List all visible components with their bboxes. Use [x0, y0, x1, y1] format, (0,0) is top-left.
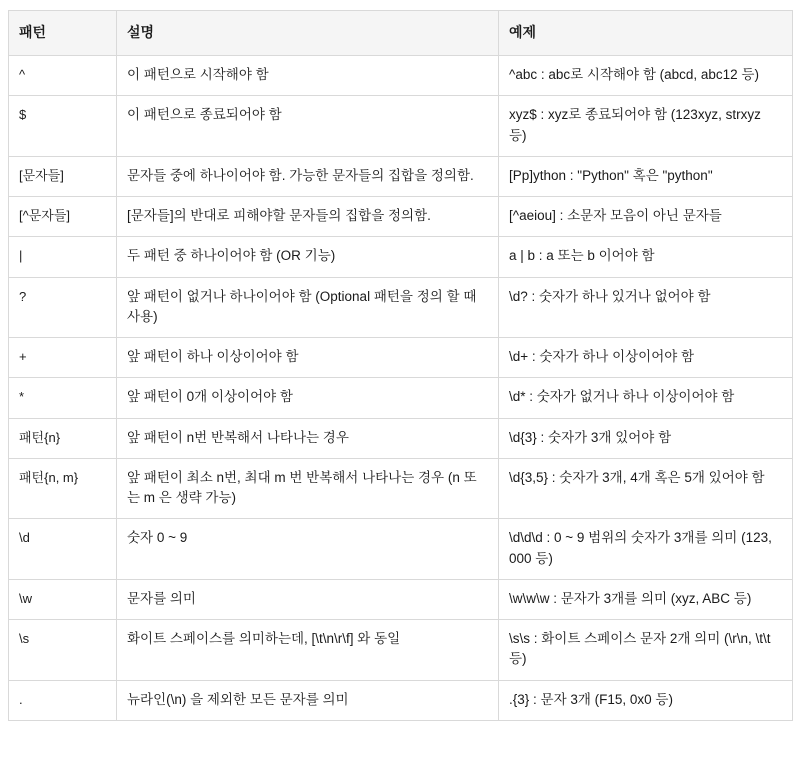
cell-description: 이 패턴으로 시작해야 함	[117, 56, 499, 96]
cell-example: \d{3,5} : 숫자가 3개, 4개 혹은 5개 있어야 함	[499, 458, 793, 519]
cell-example: xyz$ : xyz로 종료되어야 함 (123xyz, strxyz 등)	[499, 96, 793, 157]
table-row	[9, 338, 793, 378]
cell-description: 앞 패턴이 n번 반복해서 나타나는 경우	[117, 418, 499, 458]
cell-description: 숫자 0 ~ 9	[117, 519, 499, 580]
cell-pattern: |	[9, 237, 117, 277]
cell-pattern: .	[9, 680, 117, 720]
cell-pattern: [문자들]	[9, 156, 117, 196]
cell-description: 앞 패턴이 최소 n번, 최대 m 번 반복해서 나타나는 경우 (n 또는 m 은 생략 가능)	[117, 458, 499, 519]
cell-description: 두 패턴 중 하나이어야 함 (OR 기능)	[117, 237, 499, 277]
regex-pattern-table	[8, 10, 793, 721]
cell-pattern: \w	[9, 579, 117, 619]
cell-description: 문자들 중에 하나이어야 함. 가능한 문자들의 집합을 정의함.	[117, 156, 499, 196]
cell-pattern: [^문자들]	[9, 197, 117, 237]
table-row	[9, 519, 793, 580]
cell-pattern: 패턴{n, m}	[9, 458, 117, 519]
table-row	[9, 579, 793, 619]
cell-example: [Pp]ython : "Python" 혹은 "python"	[499, 156, 793, 196]
cell-example: \d\d\d : 0 ~ 9 범위의 숫자가 3개를 의미 (123, 000 등)	[499, 519, 793, 580]
cell-pattern: ^	[9, 56, 117, 96]
cell-description: 뉴라인(\n) 을 제외한 모든 문자를 의미	[117, 680, 499, 720]
table-body	[9, 56, 793, 721]
table-row	[9, 620, 793, 681]
table-row	[9, 277, 793, 338]
cell-description: 문자를 의미	[117, 579, 499, 619]
cell-pattern: 패턴{n}	[9, 418, 117, 458]
table-row	[9, 56, 793, 96]
cell-description: 이 패턴으로 종료되어야 함	[117, 96, 499, 157]
table-header	[9, 11, 793, 56]
cell-example: \d* : 숫자가 없거나 하나 이상이어야 함	[499, 378, 793, 418]
cell-example: \d? : 숫자가 하나 있거나 없어야 함	[499, 277, 793, 338]
table-header-row	[9, 11, 793, 56]
table-row	[9, 378, 793, 418]
table-row	[9, 197, 793, 237]
column-header-pattern: 패턴	[9, 11, 117, 56]
cell-description: 앞 패턴이 0개 이상이어야 함	[117, 378, 499, 418]
table-row	[9, 418, 793, 458]
cell-example: a | b : a 또는 b 이어야 함	[499, 237, 793, 277]
cell-example: \s\s : 화이트 스페이스 문자 2개 의미 (\r\n, \t\t 등)	[499, 620, 793, 681]
cell-description: 앞 패턴이 없거나 하나이어야 함 (Optional 패턴을 정의 할 때 사용)	[117, 277, 499, 338]
cell-example: \d{3} : 숫자가 3개 있어야 함	[499, 418, 793, 458]
cell-pattern: $	[9, 96, 117, 157]
table-row	[9, 156, 793, 196]
cell-pattern: ?	[9, 277, 117, 338]
cell-example: [^aeiou] : 소문자 모음이 아닌 문자들	[499, 197, 793, 237]
cell-pattern: \d	[9, 519, 117, 580]
cell-example: \d+ : 숫자가 하나 이상이어야 함	[499, 338, 793, 378]
cell-example: .{3} : 문자 3개 (F15, 0x0 등)	[499, 680, 793, 720]
column-header-example: 예제	[499, 11, 793, 56]
cell-description: 앞 패턴이 하나 이상이어야 함	[117, 338, 499, 378]
column-header-description: 설명	[117, 11, 499, 56]
cell-description: [문자들]의 반대로 피해야할 문자들의 집합을 정의함.	[117, 197, 499, 237]
table-row	[9, 458, 793, 519]
table-row	[9, 237, 793, 277]
cell-pattern: \s	[9, 620, 117, 681]
cell-example: ^abc : abc로 시작해야 함 (abcd, abc12 등)	[499, 56, 793, 96]
cell-description: 화이트 스페이스를 의미하는데, [\t\n\r\f] 와 동일	[117, 620, 499, 681]
cell-example: \w\w\w : 문자가 3개를 의미 (xyz, ABC 등)	[499, 579, 793, 619]
cell-pattern: +	[9, 338, 117, 378]
table-row	[9, 96, 793, 157]
table-row	[9, 680, 793, 720]
cell-pattern: *	[9, 378, 117, 418]
